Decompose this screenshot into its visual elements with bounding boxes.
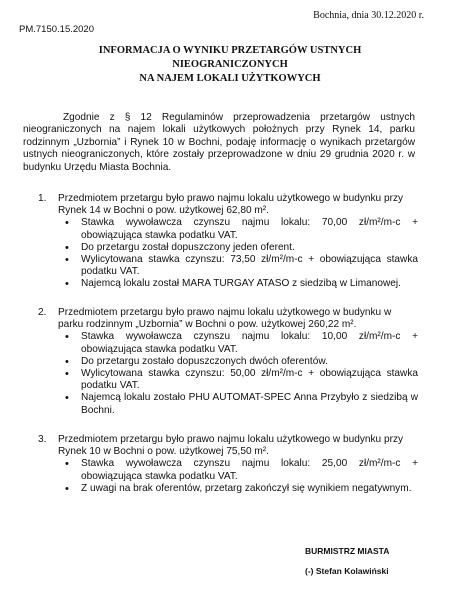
list-item: • Wylicytowana stawka czynszu: 50,00 zł/m²/m-c + obowiązująca stawka podatku VAT. <box>81 368 418 392</box>
item-heading: Przedmiotem przetargu było prawo najmu lokalu użytkowego w budynku przy Rynek 14 w Bochni o pow. użytkowej 62,80 m². <box>58 193 404 217</box>
list-item: • Do przetargu został dopuszczony jeden oferent. <box>81 242 418 254</box>
auction-item-2 <box>23 307 418 417</box>
title-line-1: INFORMACJA O WYNIKU PRZETARGÓW USTNYCH <box>98 45 362 56</box>
title-line-2: NIEOGRANICZONYCH <box>172 59 288 70</box>
item-number: 1. <box>38 193 47 204</box>
list-item: • Wylicytowana stawka czynszu: 73,50 zł/m²/m-c + obowiązująca stawka podatku VAT. <box>81 254 418 278</box>
signature-title: BURMISTRZ MIASTA <box>305 546 390 556</box>
item-details <box>23 217 418 290</box>
item-number: 2. <box>38 307 47 318</box>
auction-item-3 <box>23 434 418 495</box>
auction-item-1 <box>23 193 418 291</box>
title-line-3: NA NAJEM LOKALI UŻYTKOWYCH <box>139 73 321 84</box>
document-date: Bochnia, dnia 30.12.2020 r. <box>313 10 424 21</box>
document-title <box>0 44 460 86</box>
item-heading: Przedmiotem przetargu było prawo najmu lokalu użytkowego w budynku w parku rodzinnym „Uzbornia” w Bochni o pow. użytkowej 260,22 m². <box>58 307 392 331</box>
list-item: • Do przetargu zostało dopuszczonych dwóch oferentów. <box>81 356 418 368</box>
list-item: • Stawka wywoławcza czynszu najmu lokalu: 70,00 zł/m²/m-c + obowiązująca stawka podatku VAT. <box>81 217 418 241</box>
item-number: 3. <box>38 434 47 445</box>
list-item: • Stawka wywoławcza czynszu najmu lokalu: 25,00 zł/m²/m-c + obowiązująca stawka podatku VAT. <box>81 458 418 482</box>
list-item: • Z uwagi na brak oferentów, przetarg zakończył się wynikiem negatywnym. <box>81 483 418 495</box>
item-details <box>23 331 418 416</box>
item-details <box>23 458 418 495</box>
list-item: • Stawka wywoławcza czynszu najmu lokalu: 10,00 zł/m²/m-c + obowiązująca stawka podatku VAT. <box>81 331 418 355</box>
intro-paragraph: Zgodnie z § 12 Regulaminów przeprowadzenia przetargów ustnych nieograniczonych na najem lokali użytkowych położnych przy Rynek 14, parku rodzinnym „Uzbornia” i Rynek 10 w Bochni, podaję informację o wynikach przetargów ustnych nieograniczonych, które zostały przeprowadzone w dniu 29 grudnia 2020 r. w budynku Urzędu Miasta Bochnia. <box>23 112 415 173</box>
reference-number: PM.7150.15.2020 <box>19 24 95 35</box>
list-item: • Najemcą lokalu został MARA TURGAY ATASO z siedzibą w Limanowej. <box>81 278 418 290</box>
signature-name: (-) Stefan Kolawiński <box>305 566 389 576</box>
list-item: • Najemcą lokalu zostało PHU AUTOMAT-SPEC Anna Przybyło z siedzibą w Bochni. <box>81 392 418 416</box>
item-heading: Przedmiotem przetargu było prawo najmu lokalu użytkowego w budynku przy Rynek 10 w Bochni o pow. użytkowej 75,50 m². <box>58 434 404 458</box>
